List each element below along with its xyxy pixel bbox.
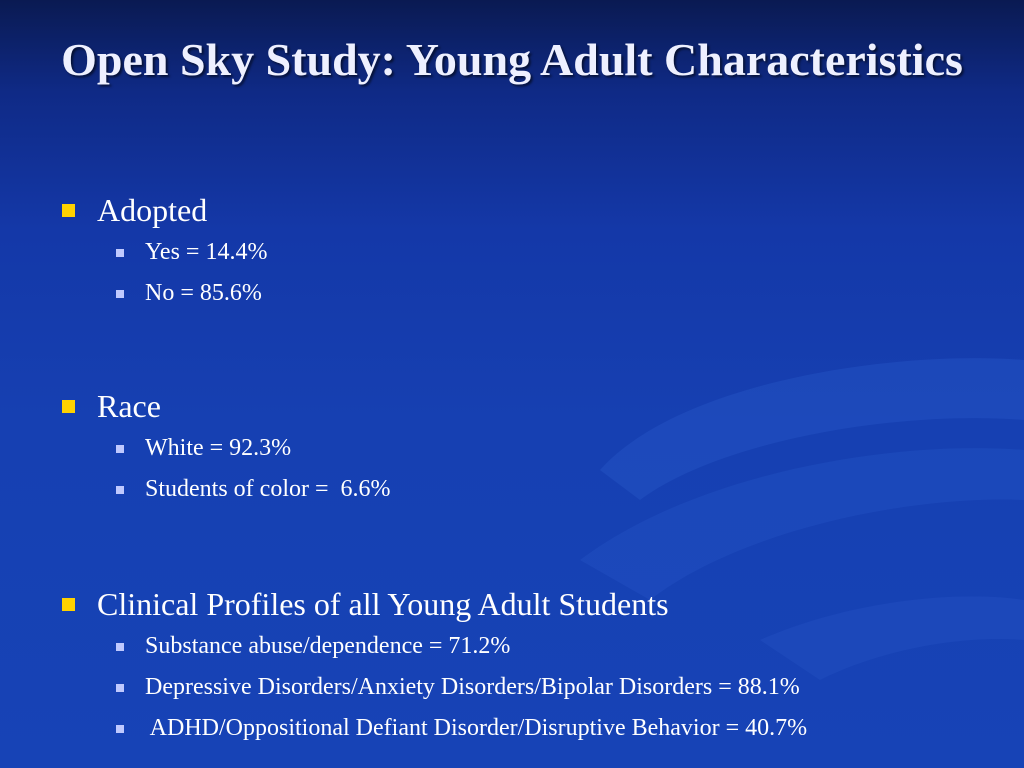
sub-bullet-adopted-yes	[62, 232, 1002, 273]
sub-bullet-text: No = 85.6%	[145, 280, 262, 306]
slide-title: Open Sky Study: Young Adult Characteristics	[61, 34, 963, 85]
sub-bullet-race-white	[62, 428, 1002, 469]
small-square-bullet-icon	[116, 684, 124, 692]
square-bullet-icon	[62, 204, 75, 217]
small-square-bullet-icon	[116, 486, 124, 494]
sub-bullet-race-color	[62, 469, 1002, 510]
bullet-adopted	[62, 188, 1002, 232]
bullet-label: Race	[97, 387, 161, 424]
sub-bullet-text: Students of color = 6.6%	[145, 476, 391, 502]
bullet-label: Clinical Profiles of all Young Adult Students	[97, 585, 669, 622]
bullet-clinical-profiles	[62, 582, 1002, 626]
small-square-bullet-icon	[116, 643, 124, 651]
small-square-bullet-icon	[116, 290, 124, 298]
square-bullet-icon	[62, 400, 75, 413]
sub-bullet-text: Substance abuse/dependence = 71.2%	[145, 633, 511, 659]
small-square-bullet-icon	[116, 445, 124, 453]
small-square-bullet-icon	[116, 725, 124, 733]
sub-bullet-text: Depressive Disorders/Anxiety Disorders/Bipolar Disorders = 88.1%	[145, 674, 800, 700]
sub-bullet-substance-abuse	[62, 626, 1002, 667]
square-bullet-icon	[62, 598, 75, 611]
sub-bullet-text: ADHD/Oppositional Defiant Disorder/Disruptive Behavior = 40.7%	[145, 715, 808, 741]
sub-bullet-adhd	[62, 708, 1002, 749]
sub-bullet-text: Yes = 14.4%	[145, 239, 268, 265]
bullet-label: Adopted	[97, 191, 208, 228]
bullet-list	[62, 188, 1002, 749]
sub-bullet-text: White = 92.3%	[145, 435, 292, 461]
bullet-race	[62, 384, 1002, 428]
small-square-bullet-icon	[116, 249, 124, 257]
sub-bullet-depressive-disorders	[62, 667, 1002, 708]
sub-bullet-adopted-no	[62, 273, 1002, 314]
